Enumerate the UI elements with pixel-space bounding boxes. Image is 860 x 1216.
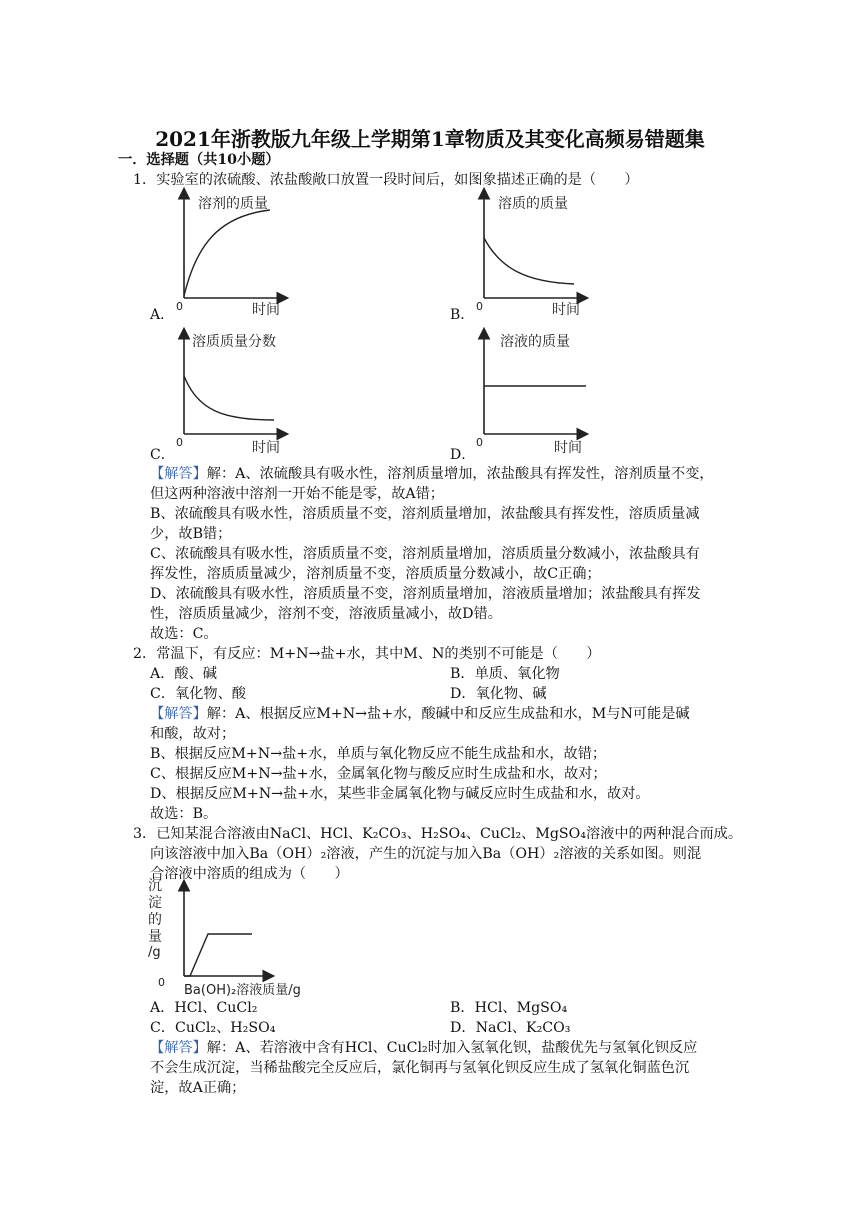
q1-b-ylabel: 溶质的质量 bbox=[498, 196, 568, 212]
q1-d-origin: 0 bbox=[476, 436, 483, 449]
q2-answer-line-3: B、根据反应M+N→盐+水，单质与氧化物反应不能生成盐和水，故错； bbox=[150, 746, 607, 762]
q1-c-ylabel: 溶质质量分数 bbox=[192, 334, 276, 350]
q1-stem: 1．实验室的浓硫酸、浓盐酸敞口放置一段时间后，如图象描述正确的是（ ） bbox=[133, 172, 639, 188]
q1-option-c: C． bbox=[150, 447, 175, 463]
q1-answer-line-9: 故选：C。 bbox=[150, 626, 218, 642]
q1-answer-line-4: 少，故B错； bbox=[150, 526, 232, 542]
q1-answer-line-1: 【解答】解：A、浓硫酸具有吸水性，溶剂质量增加，浓盐酸具有挥发性，溶剂质量不变， bbox=[150, 466, 714, 482]
q3-answer-line-2: 不会生成沉淀，当稀盐酸完全反应后，氯化铜再与氢氧化钡反应生成了氢氧化铜蓝色沉 bbox=[150, 1060, 690, 1076]
q3-ylabel-4: 量 bbox=[148, 929, 162, 945]
answer-tag: 【解答】 bbox=[150, 706, 207, 722]
q3-option-c: C．CuCl₂、H₂SO₄ bbox=[150, 1020, 276, 1036]
q3-stem-line-1: 3．已知某混合溶液由NaCl、HCl、K₂CO₃、H₂SO₄、CuCl₂、MgSO₄溶液中的两种混合而成。 bbox=[133, 826, 743, 842]
q1-graph-b bbox=[470, 186, 590, 316]
q3-ylabel-2: 淀 bbox=[148, 895, 162, 911]
q3-option-d: D．NaCl、K₂CO₃ bbox=[450, 1020, 571, 1036]
q2-answer-line-5: D、根据反应M+N→盐+水，某些非金属氧化物与碱反应时生成盐和水，故对。 bbox=[150, 786, 650, 802]
q1-answer-line-2: 但这两种溶液中溶剂一开始不能是零，故A错； bbox=[150, 486, 444, 502]
q3-answer-line-1: 【解答】解：A、若溶液中含有HCl、CuCl₂时加入氢氧化钡，盐酸优先与氢氧化钡反应 bbox=[150, 1040, 698, 1056]
q2-option-a: A．酸、碱 bbox=[150, 666, 217, 682]
q3-graph bbox=[146, 876, 316, 998]
q3-ylabel-1: 沉 bbox=[148, 878, 162, 894]
q1-d-xlabel: 时间 bbox=[554, 440, 582, 456]
q1-b-xlabel: 时间 bbox=[552, 302, 580, 318]
q3-answer-line-3: 淀，故A正确； bbox=[150, 1080, 246, 1096]
q1-graph-c bbox=[170, 326, 290, 458]
q2-stem: 2．常温下，有反应：M+N→盐+水，其中M、N的类别不可能是（ ） bbox=[133, 646, 601, 662]
q3-option-a: A．HCl、CuCl₂ bbox=[150, 1000, 258, 1016]
q1-answer-line-8: 性，溶质质量减少，溶剂不变，溶液质量减小，故D错。 bbox=[150, 606, 502, 622]
q2-answer-line-1: 【解答】解：A、根据反应M+N→盐+水，酸碱中和反应生成盐和水，M与N可能是碱 bbox=[150, 706, 690, 722]
q1-graph-d bbox=[470, 326, 590, 458]
q3-xlabel: Ba(OH)₂溶液质量/g bbox=[184, 983, 301, 998]
q2-option-c: C．氧化物、酸 bbox=[150, 686, 246, 702]
q2-answer-line-6: 故选：B。 bbox=[150, 806, 218, 822]
q1-graph-a bbox=[170, 186, 290, 316]
document-title: 2021年浙教版九年级上学期第1章物质及其变化高频易错题集 bbox=[155, 127, 705, 151]
q1-answer-line-3: B、浓硫酸具有吸水性，溶质质量不变，溶剂质量增加，浓盐酸具有挥发性，溶质质量减 bbox=[150, 506, 700, 522]
q2-answer-line-4: C、根据反应M+N→盐+水，金属氧化物与酸反应时生成盐和水，故对； bbox=[150, 766, 607, 782]
q2-option-d: D．氧化物、碱 bbox=[450, 686, 547, 702]
q3-stem-line-2: 向该溶液中加入Ba（OH）₂溶液，产生的沉淀与加入Ba（OH）₂溶液的关系如图。则混 bbox=[150, 846, 702, 862]
q2-answer-line-2: 和酸，故对； bbox=[150, 726, 236, 742]
q3-ylabel-3: 的 bbox=[148, 912, 162, 928]
q3-option-b: B．HCl、MgSO₄ bbox=[450, 1000, 568, 1016]
q1-option-a: A． bbox=[150, 307, 175, 323]
q1-a-origin: 0 bbox=[176, 300, 183, 313]
q1-option-b: B． bbox=[450, 307, 475, 323]
q1-d-ylabel: 溶液的质量 bbox=[500, 334, 570, 350]
q3-stem-line-3: 合溶液中溶质的组成为（ ） bbox=[150, 866, 349, 882]
q1-a-ylabel: 溶剂的质量 bbox=[198, 196, 268, 212]
q1-c-xlabel: 时间 bbox=[252, 440, 280, 456]
q1-answer-line-5: C、浓硫酸具有吸水性，溶质质量不变，溶剂质量增加，溶质质量分数减小，浓盐酸具有 bbox=[150, 546, 700, 562]
q3-ylabel-unit: /g bbox=[148, 945, 161, 960]
q1-answer-line-6: 挥发性，溶质质量减少，溶剂质量不变，溶质质量分数减小，故C正确； bbox=[150, 566, 601, 582]
q1-b-origin: 0 bbox=[476, 300, 483, 313]
q1-option-d: D． bbox=[450, 447, 476, 463]
q2-option-b: B．单质、氧化物 bbox=[450, 666, 560, 682]
answer-tag: 【解答】 bbox=[150, 1040, 207, 1056]
q1-c-origin: 0 bbox=[176, 436, 183, 449]
q1-answer-line-7: D、浓硫酸具有吸水性，溶质质量不变，溶剂质量增加，溶液质量增加；浓盐酸具有挥发 bbox=[150, 586, 701, 602]
answer-tag: 【解答】 bbox=[150, 466, 207, 482]
q1-a-xlabel: 时间 bbox=[252, 302, 280, 318]
q3-origin: 0 bbox=[158, 976, 165, 989]
section-heading: 一．选择题（共10小题） bbox=[118, 152, 280, 168]
